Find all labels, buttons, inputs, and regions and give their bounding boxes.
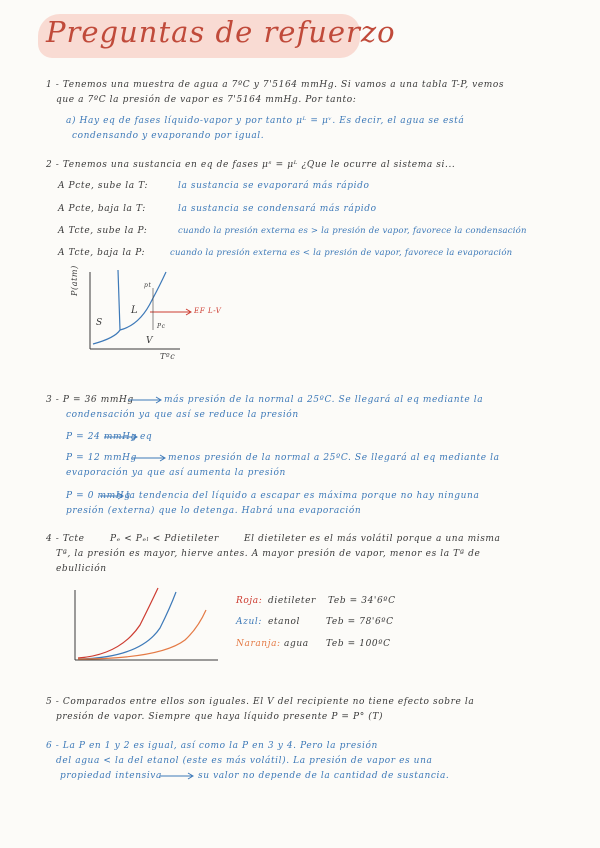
q6-line2: del agua < la del etanol (este es más volátil). La presión de vapor es una — [56, 756, 433, 766]
q4-line1b: Pₑ < Pₑₗ < Pdietileter — [110, 534, 219, 544]
legend-orange-label: Naranja: — [236, 639, 281, 649]
q3-line3b: eq — [140, 432, 153, 442]
page-title: Preguntas de refuerzo — [46, 15, 396, 49]
q4-line3: ebullición — [56, 564, 107, 574]
q2-item4-cond: A Tcte, baja la P: — [58, 248, 146, 258]
q4-line1c: El dietileter es el más volátil porque a una misma — [244, 534, 501, 544]
q2-item2-answer: la sustancia se condensará más rápido — [178, 204, 377, 214]
region-solid: S — [96, 318, 103, 328]
legend-red-teb: Teb = 34'6ºC — [328, 596, 396, 606]
q6-line1: 6 - La P en 1 y 2 es igual, así como la P en 3 y 4. Pero la presión — [46, 741, 378, 751]
q3-line4b: menos presión de la normal a 25ºC. Se llegará al eq mediante la — [168, 453, 500, 463]
phase-xlabel: Tºc — [160, 352, 176, 361]
legend-blue-teb: Teb = 78'6ºC — [326, 617, 394, 627]
q3-line1a: 3 - P = 36 mmHg — [46, 395, 134, 405]
curve-etanol — [78, 592, 176, 659]
ef-label: EF L-V — [194, 307, 222, 315]
phase-ylabel: P(atm) — [70, 265, 79, 296]
q2-item1-answer: la sustancia se evaporará más rápido — [178, 181, 370, 191]
q3-line2: condensación ya que así se reduce la presión — [66, 410, 299, 420]
legend-orange-teb: Teb = 100ºC — [326, 639, 391, 649]
legend-red-label: Roja: — [236, 596, 263, 606]
legend-orange-name: agua — [284, 639, 309, 649]
q3-line6a: P = 0 mmHg — [66, 491, 131, 501]
legend-red-name: dietileter — [268, 596, 316, 606]
q3-line5: evaporación ya que así aumenta la presión — [66, 468, 286, 478]
legend-blue-label: Azul: — [236, 617, 262, 627]
q3-line7: presión (externa) que lo detenga. Habrá una evaporación — [66, 506, 362, 516]
region-liquid: L — [131, 305, 139, 316]
q2-line1: 2 - Tenemos una sustancia en eq de fases μˢ = μᴸ ¿Que le ocurre al sistema si... — [46, 160, 456, 170]
q6-line3b: su valor no depende de la cantidad de sustancia. — [198, 771, 450, 781]
q1-answer-line1: a) Hay eq de fases líquido-vapor y por tanto μᴸ = μᵛ. Es decir, el agua se está — [66, 116, 465, 126]
q2-item3-answer: cuando la presión externa es > la presión de vapor, favorece la condensación — [178, 226, 527, 236]
q2-item4-answer: cuando la presión externa es < la presión de vapor, favorece la evaporación — [170, 248, 513, 258]
q4-line1a: 4 - Tcte — [46, 534, 85, 544]
curve-agua — [78, 610, 206, 659]
q2-item1-cond: A Pcte, sube la T: — [58, 181, 149, 191]
curve-dietileter — [78, 588, 158, 658]
q3-line4a: P = 12 mmHg — [66, 453, 137, 463]
point-pc: Pc — [157, 323, 166, 330]
q4-line2: Tª, la presión es mayor, hierve antes. A mayor presión de vapor, menor es la Tª de — [56, 549, 481, 559]
region-vapor: V — [146, 336, 154, 346]
q3-line3a: P = 24 mmHg — [66, 432, 137, 442]
q2-item2-cond: A Pcte, baja la T: — [58, 204, 146, 214]
q5-line1: 5 - Comparados entre ellos son iguales. El V del recipiente no tiene efecto sobre la — [46, 697, 475, 707]
point-pt: pt — [144, 282, 152, 289]
q2-item3-cond: A Tcte, sube la P: — [58, 226, 148, 236]
q1-line1: 1 - Tenemos una muestra de agua a 7ºC y 7'5164 mmHg. Si vamos a una tabla T-P, vemos — [46, 80, 505, 90]
q5-line2: presión de vapor. Siempre que haya líquido presente P = P° (T) — [56, 712, 384, 722]
legend-blue-name: etanol — [268, 617, 301, 627]
q1-answer-line2: condensando y evaporando por igual. — [72, 131, 265, 141]
q3-line1b: más presión de la normal a 25ºC. Se llegará al eq mediante la — [164, 395, 484, 405]
q6-line3a: propiedad intensiva — [60, 771, 162, 781]
q1-line2: que a 7ºC la presión de vapor es 7'5164 mmHg. Por tanto: — [56, 95, 357, 105]
q3-line6b: la tendencia del líquido a escapar es máxima porque no hay ninguna — [126, 491, 480, 501]
